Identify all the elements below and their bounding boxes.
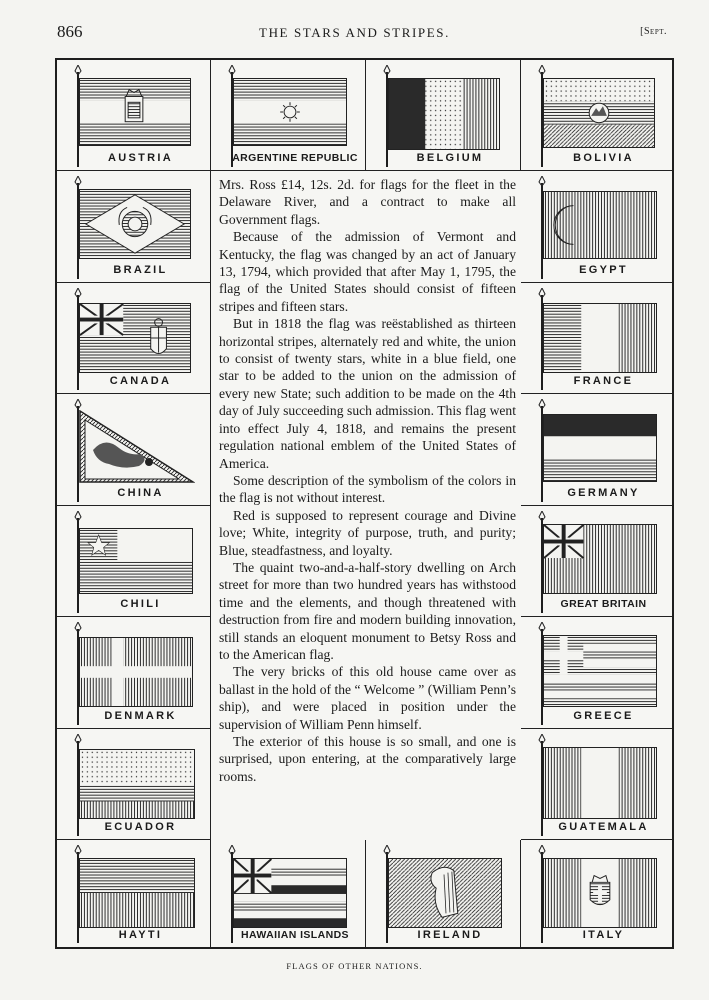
flag-label-austria: AUSTRIA — [108, 152, 173, 164]
flag-cell-guatemala — [521, 729, 672, 840]
finial-icon — [72, 511, 84, 521]
finial-icon — [536, 288, 548, 298]
flag-label-argentine-republic: ARGENTINE REPUBLIC — [232, 152, 358, 164]
finial-icon — [381, 65, 393, 75]
flags-plate — [55, 58, 674, 949]
finial-icon — [536, 65, 548, 75]
finial-icon — [536, 622, 548, 632]
austria-flag — [79, 78, 191, 146]
finial-icon — [72, 176, 84, 186]
finial-icon — [381, 845, 393, 855]
article-text — [211, 173, 520, 841]
finial-icon — [226, 65, 238, 75]
finial-icon — [536, 399, 548, 409]
flag-label-germany: GERMANY — [567, 487, 640, 499]
flag-cell-great-britain — [521, 506, 672, 617]
paragraph: Some description of the symbolism of the colors in the flag is not without interest. — [219, 472, 516, 506]
flag-cell-ireland — [366, 840, 521, 947]
running-date: [Sept. — [640, 26, 667, 37]
flag-label-greece: GREECE — [573, 710, 634, 722]
finial-icon — [72, 845, 84, 855]
plate-caption: FLAGS OF OTHER NATIONS. — [286, 961, 423, 971]
great-britain-flag — [543, 524, 657, 594]
flag-cell-bolivia — [521, 60, 672, 171]
flag-cell-france — [521, 283, 672, 394]
flag-label-hawaiian-islands: HAWAIIAN ISLANDS — [241, 929, 349, 941]
flag-cell-hawaiian-islands — [211, 840, 366, 947]
paragraph: The exterior of this house is so small, and one is surprised, upon entering, at the comparatively large rooms. — [219, 734, 516, 784]
hawaiian-islands-flag — [233, 858, 347, 928]
running-title: THE STARS AND STRIPES. — [259, 25, 450, 40]
finial-icon — [72, 622, 84, 632]
finial-icon — [536, 845, 548, 855]
flag-label-chili: CHILI — [120, 598, 161, 610]
paragraph: Because of the admission of Vermont and Kentucky, the flag was changed by an act of January 13, 1794, which provided that after May 1, 1795, the flag of the United States should consist of fifteen stripes and fifteen stars. — [219, 229, 516, 314]
paragraph: The quaint two-and-a-half-story dwelling on Arch street for more than two hundred years has withstood time and the elements, and though threatened with destruction from fire and modern building innovation, still stands an eloquent monument to Betsy Ross and to the American flag. — [219, 559, 516, 662]
flag-cell-egypt — [521, 171, 672, 283]
ecuador-flag — [79, 749, 195, 819]
flag-cell-greece — [521, 617, 672, 729]
flag-cell-italy — [521, 840, 672, 947]
flag-cell-brazil — [57, 171, 211, 283]
greece-flag — [543, 635, 657, 707]
flag-label-hayti: HAYTI — [118, 929, 163, 941]
finial-icon — [72, 734, 84, 744]
flag-cell-ecuador — [57, 729, 211, 840]
denmark-flag — [79, 637, 193, 707]
flag-label-brazil: BRAZIL — [113, 264, 168, 276]
flag-cell-hayti — [57, 840, 211, 947]
flag-label-belgium: BELGIUM — [416, 152, 484, 164]
page-number: 866 — [57, 22, 83, 41]
flag-cell-canada — [57, 283, 211, 394]
italy-flag — [543, 858, 657, 928]
france-flag — [543, 303, 657, 373]
ireland-flag — [388, 858, 502, 928]
flag-cell-belgium — [366, 60, 521, 171]
flag-label-italy: ITALY — [582, 929, 625, 941]
finial-icon — [536, 176, 548, 186]
flag-cell-chili — [57, 506, 211, 617]
finial-icon — [536, 511, 548, 521]
paragraph: The very bricks of this old house came over as ballast in the hold of the “ Welcome ” (William Penn’s ship), and were placed in position under the supervision of William Penn himself. — [219, 664, 516, 732]
flag-label-denmark: DENMARK — [104, 710, 177, 722]
belgium-flag — [388, 78, 500, 150]
argentine-republic-flag — [233, 78, 347, 146]
flag-label-china: CHINA — [117, 487, 164, 499]
guatemala-flag — [543, 747, 657, 819]
china-flag — [79, 410, 195, 484]
flag-label-ecuador: ECUADOR — [104, 821, 177, 833]
flag-label-canada: CANADA — [109, 375, 172, 387]
paragraph: Red is supposed to represent courage and Divine love; White, integrity of purpose, truth, and purity; Blue, steadfastness, and loyalty. — [219, 507, 516, 558]
flag-label-egypt: EGYPT — [579, 264, 628, 276]
flag-label-great-britain: GREAT BRITAIN — [560, 598, 647, 610]
flag-cell-argentine-republic — [211, 60, 366, 171]
paragraph: But in 1818 the flag was reëstablished as thirteen horizontal stripes, alternately red and white, the union to consist of twenty stars, white in a blue field, one star to be added to the union on the admission of every new State; such addition to be made on the 4th day of July succeeding such admission. This flag went into effect July 4, 1818, and remains the present regulation national emblem of the United States of America. — [219, 316, 516, 471]
flag-label-ireland: IRELAND — [417, 929, 483, 941]
flag-label-france: FRANCE — [573, 375, 634, 387]
flag-cell-germany — [521, 394, 672, 506]
flag-label-guatemala: GUATEMALA — [558, 821, 649, 833]
flag-label-bolivia: BOLIVIA — [573, 152, 634, 164]
finial-icon — [72, 288, 84, 298]
finial-icon — [72, 65, 84, 75]
bolivia-flag — [543, 78, 655, 148]
flag-cell-austria — [57, 60, 211, 171]
flag-cell-denmark — [57, 617, 211, 729]
flag-cell-china — [57, 394, 211, 506]
finial-icon — [226, 845, 238, 855]
chili-flag — [79, 528, 193, 594]
page-header — [0, 22, 709, 44]
paragraph: Mrs. Ross £14, 12s. 2d. for flags for the fleet in the Delaware River, and a contract to make all Government flags. — [219, 177, 516, 227]
germany-flag — [543, 414, 657, 482]
egypt-flag — [543, 191, 657, 259]
finial-icon — [536, 734, 548, 744]
brazil-flag — [79, 189, 191, 259]
hayti-flag — [79, 858, 195, 928]
finial-icon — [72, 399, 84, 409]
canada-flag — [79, 303, 191, 373]
